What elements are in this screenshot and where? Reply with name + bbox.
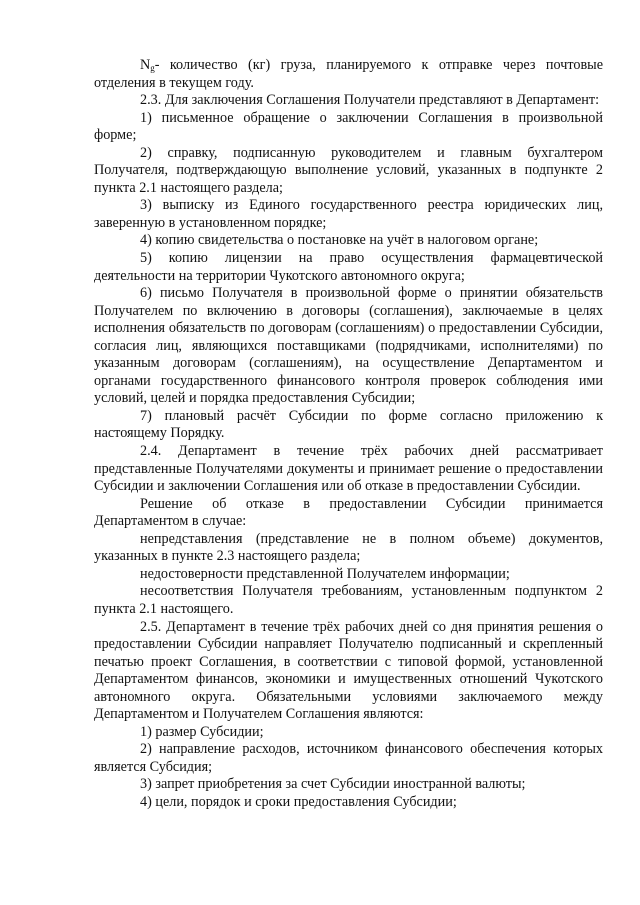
refusal-case-3: несоответствия Получателя требованиям, установленным подпунктом 2 пункта 2.1 настоящего. [94, 583, 603, 617]
list-item-7: 7) плановый расчёт Субсидии по форме согласно приложению к настоящему Порядку. [94, 407, 603, 442]
paragraph-refusal-decision: Решение об отказе в предоставлении Субсидии принимается Департаментом в случае: [94, 495, 603, 530]
paragraph-ng-definition [94, 57, 603, 92]
condition-item-3: 3) запрет приобретения за счет Субсидии иностранной валюты; [140, 776, 526, 793]
condition-item-2: 2) направление расходов, источником финансового обеспечения которых является Субсидия; [94, 741, 603, 775]
paragraph-2-3: 2.3. Для заключения Соглашения Получатели представляют в Департамент: [140, 92, 600, 109]
paragraph-2-4: 2.4. Департамент в течение трёх рабочих дней рассматривает представленные Получателями документы и принимает решение о предоставлении Субсидии и заключении Соглашения или об отказе в предоставлении Субсидии. [94, 443, 603, 495]
list-item-4: 4) копию свидетельства о постановке на учёт в налоговом органе; [140, 232, 539, 249]
ng-definition-text: - количество (кг) груза, планируемого к отправке через почтовые отделения в текущем году. [94, 57, 603, 91]
list-item-5: 5) копию лицензии на право осуществления фармацевтической деятельности на территории Чукотского автономного округа; [94, 250, 603, 284]
condition-item-1: 1) размер Субсидии; [140, 723, 264, 740]
ng-variable: N [140, 57, 151, 73]
list-item-1: 1) письменное обращение о заключении Соглашения в произвольной форме; [94, 109, 603, 144]
refusal-case-2: недостоверности представленной Получателем информации; [140, 565, 510, 582]
list-item-6: 6) письмо Получателя в произвольной форме о принятии обязательств Получателем по включению в договоры (соглашения), заключаемые в целях исполнения обязательств по договорам (соглашениям) о предоставлении Субсидии, согласия лиц, являющихся поставщиками (подрядчиками, исполнителями) по указанным договорам (соглашениям), на осуществление Департаментом и органами государственного финансового контроля проверок соблюдения ими условий, целей и порядка предоставления Субсидии; [94, 285, 603, 407]
paragraph-2-5: 2.5. Департамент в течение трёх рабочих дней со дня принятия решения о предоставлении Субсидии направляет Получателю подписанный и скрепленный печатью проект Соглашения, в соответствии с типовой формой, установленной Департаментом финансов, экономики и имущественных отношений Чукотского автономного округа. Обязательными условиями заключаемого между Департаментом и Получателем Соглашения являются: [94, 618, 603, 723]
condition-item-4: 4) цели, порядок и сроки предоставления Субсидии; [140, 793, 457, 810]
list-item-3: 3) выписку из Единого государственного реестра юридических лиц, заверенную в установленном порядке; [94, 197, 603, 231]
refusal-case-1: непредставления (представление не в полном объеме) документов, указанных в пункте 2.3 настоящего раздела; [94, 530, 603, 565]
ng-subscript: g [150, 63, 155, 73]
list-item-2: 2) справку, подписанную руководителем и главным бухгалтером Получателя, подтверждающую выполнение условий, указанных в подпункте 2 пункта 2.1 настоящего раздела; [94, 144, 603, 196]
